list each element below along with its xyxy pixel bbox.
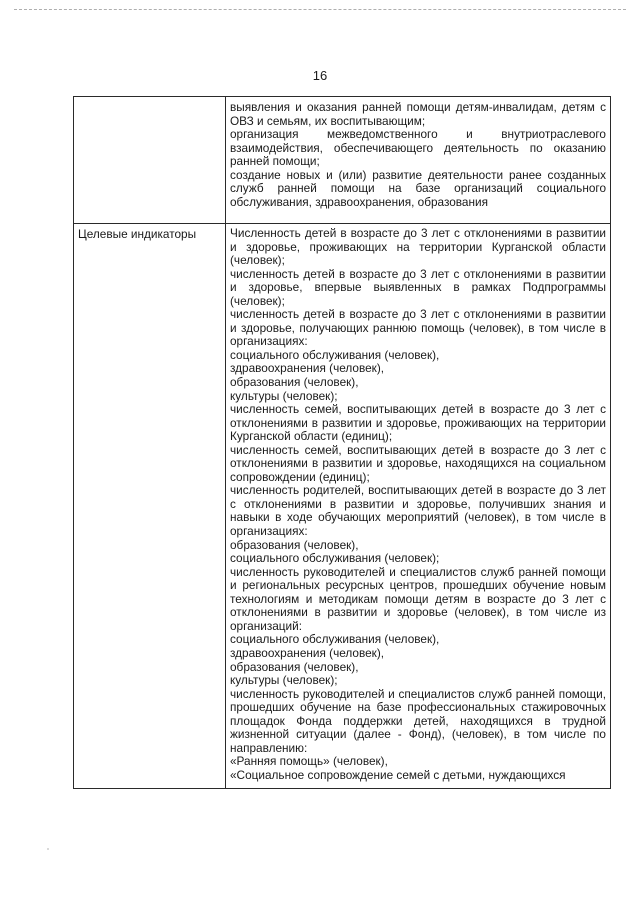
table-row: [74, 224, 611, 789]
content-line: численность семей, воспитывающих детей в возрасте до 3 лет с отклонениями в развитии и здоровье, находящихся на социальном сопровождении (единиц);: [230, 442, 606, 484]
row-label: Целевые индикаторы: [74, 224, 226, 789]
row-label: [74, 97, 226, 224]
content-line: численность руководителей и специалистов служб ранней помощи, прошедших обучение на базе профессиональных стажировочных площадок Фонда поддержки детей, находящихся в трудной жизненной ситуации (далее - Фонд), (человек), в том числе по направлению:: [230, 686, 606, 755]
table-cut-spacer: [230, 782, 606, 788]
content-line: социального обслуживания (человек),: [230, 632, 440, 647]
content-line: «Социальное сопровождение семей с детьми, нуждающихся: [230, 767, 566, 782]
content-line: культуры (человек);: [230, 673, 338, 688]
content-line: Численность детей в возрасте до 3 лет с отклонениями в развитии и здоровье, проживающих на территории Курганской области (человек);: [230, 226, 606, 268]
content-line: численность руководителей и специалистов служб ранней помощи и региональных ресурсных центров, прошедших обучение новым технологиям и методикам помощи детям в возрасте до 3 лет с отклонениями в развитии и здоровье (человек), в том числе из организаций:: [230, 564, 606, 633]
content-line: «Ранняя помощь» (человек),: [230, 754, 388, 769]
content-line: выявления и оказания ранней помощи детям-инвалидам, детям с ОВЗ и семьям, их воспитывающим;: [230, 100, 606, 128]
content-line: социального обслуживания (человек);: [230, 551, 440, 566]
content-line: численность семей, воспитывающих детей в возрасте до 3 лет с отклонениями в развитии и здоровье, проживающих на территории Курганской области (единиц);: [230, 402, 606, 444]
content-line: здравоохранения (человек),: [230, 645, 385, 660]
content-line: численность детей в возрасте до 3 лет с отклонениями в развитии и здоровье, впервые выявленных в рамках Подпрограммы (человек);: [230, 266, 606, 308]
passport-table: [73, 96, 611, 789]
content-line: создание новых и (или) развитие деятельности ранее созданных служб ранней помощи на базе организаций социального обслуживания, здравоохранения, образования: [230, 167, 606, 209]
content-line: культуры (человек);: [230, 388, 338, 403]
content-line: образования (человек),: [230, 537, 359, 552]
scan-edge-line: [14, 9, 626, 10]
row-content: [226, 224, 611, 789]
content-line: образования (человек),: [230, 659, 359, 674]
content-line: социального обслуживания (человек),: [230, 347, 440, 362]
content-line: образования (человек),: [230, 375, 359, 390]
content-line: численность детей в возрасте до 3 лет с отклонениями в развитии и здоровье, получающих раннюю помощь (человек), в том числе в организациях:: [230, 307, 606, 349]
scan-speck: [47, 848, 49, 850]
table-row: [74, 97, 611, 224]
content-line: численность родителей, воспитывающих детей в возрасте до 3 лет с отклонениями в развитии и здоровье, получивших знания и навыки в ходе обучающих мероприятий (человек), в том числе в организациях:: [230, 483, 606, 539]
page-number: 16: [312, 68, 328, 83]
content-line: здравоохранения (человек),: [230, 361, 385, 376]
row-content: [226, 97, 611, 224]
content-line: организация межведомственного и внутриотраслевого взаимодействия, обеспечивающего деятельность по оказанию ранней помощи;: [230, 127, 606, 169]
